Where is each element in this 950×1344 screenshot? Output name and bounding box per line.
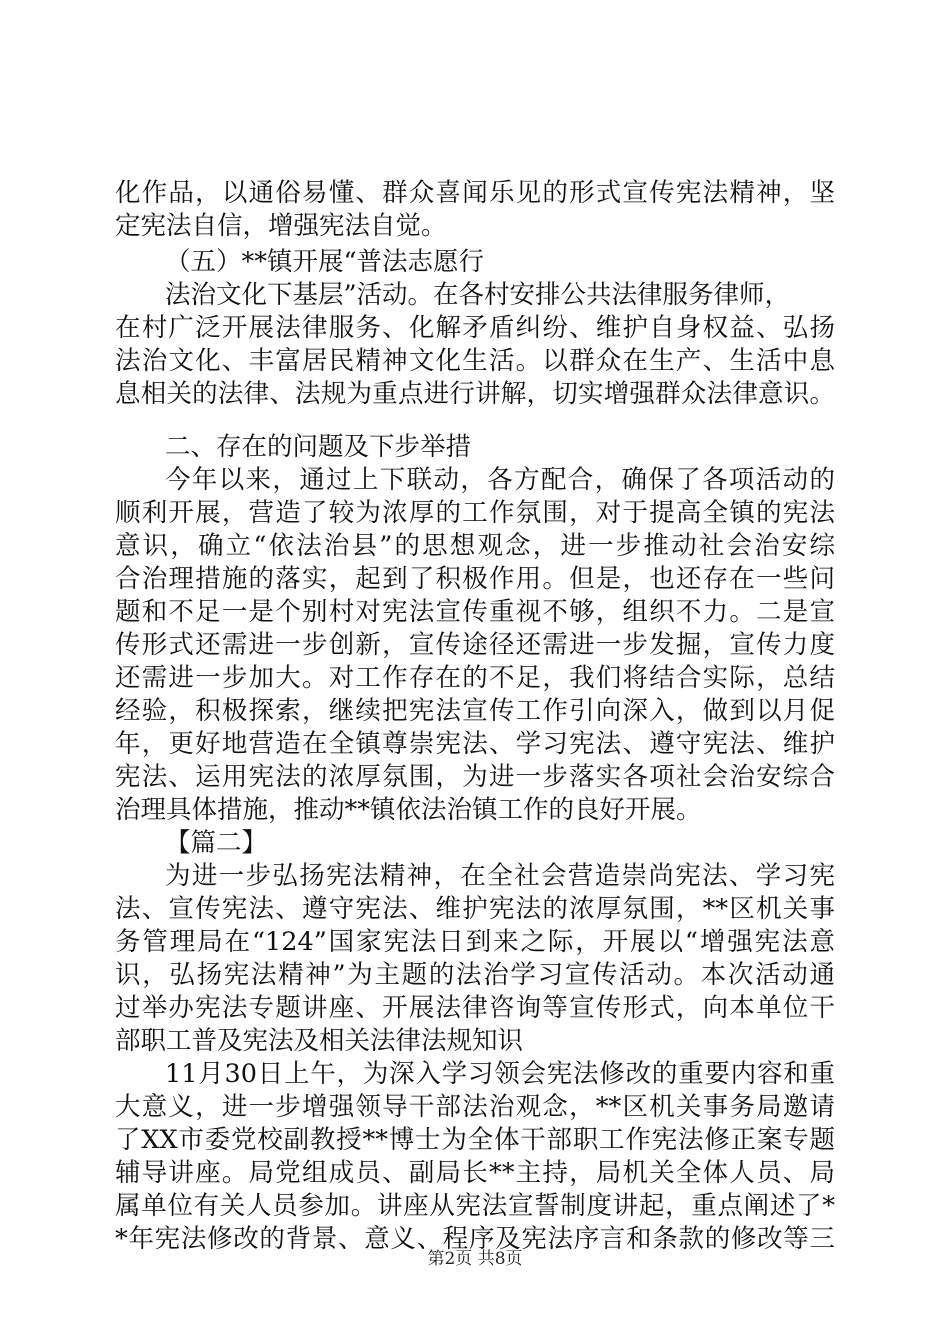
text-line: 属单位有关人员参加。讲座从宪法宣誓制度讲起，重点阐述了*: [115, 1191, 835, 1221]
text-line: 经验，积极探索，继续把宪法宣传工作引向深入，做到以月促: [115, 696, 835, 726]
text-line: 在村广泛开展法律服务、化解矛盾纠纷、维护自身权益、弘扬: [115, 313, 835, 343]
text-line: 定宪法自信，增强宪法自觉。: [115, 211, 447, 241]
text-line: 部职工普及宪法及相关法律法规知识: [115, 1026, 524, 1056]
text-line: 今年以来，通过上下联动，各方配合，确保了各项活动的: [165, 465, 835, 495]
text-line: 法、宣传宪法、遵守宪法、维护宪法的浓厚氛围，**区机关事: [115, 894, 835, 924]
text-line: 意识，确立“依法治县”的思想观念，进一步推动社会治安综: [115, 531, 835, 561]
text-line: 顺利开展，营造了较为浓厚的工作氛围，对于提高全镇的宪法: [115, 498, 835, 528]
text-line: 法治文化、丰富居民精神文化生活。以群众在生产、生活中息: [115, 346, 835, 376]
text-line: 了XX市委党校副教授**博士为全体干部职工作宪法修正案专题: [115, 1125, 835, 1155]
text-line: 息相关的法律、法规为重点进行讲解，切实增强群众法律意识。: [115, 379, 835, 409]
text-line: 11月30日上午，为深入学习领会宪法修改的重要内容和重: [165, 1059, 835, 1089]
text-line: 治理具体措施，推动**镇依法治镇工作的良好开展。: [115, 795, 702, 825]
text-line: （五）**镇开展“普法志愿行: [165, 247, 485, 277]
page-number-footer: 第2页 共8页: [427, 1249, 523, 1269]
text-line: 二、存在的问题及下步举措: [165, 432, 472, 462]
text-line: 【篇二】: [165, 828, 268, 858]
text-line: 传形式还需进一步创新，宣传途径还需进一步发掘，宣传力度: [115, 630, 835, 660]
text-line: 题和不足一是个别村对宪法宣传重视不够，组织不力。二是宣: [115, 597, 835, 627]
text-line: 合治理措施的落实，起到了积极作用。但是，也还存在一些问: [115, 564, 835, 594]
text-line: 化作品，以通俗易懂、群众喜闻乐见的形式宣传宪法精神，坚: [115, 178, 835, 208]
text-line: 务管理局在“124”国家宪法日到来之际，开展以“增强宪法意: [115, 927, 835, 957]
text-line: 年，更好地营造在全镇尊崇宪法、学习宪法、遵守宪法、维护: [115, 729, 835, 759]
text-line: 宪法、运用宪法的浓厚氛围，为进一步落实各项社会治安综合: [115, 762, 835, 792]
text-line: 法治文化下基层”活动。在各村安排公共法律服务律师，: [165, 280, 791, 310]
text-line: *年宪法修改的背景、意义、程序及宪法序言和条款的修改等三: [115, 1224, 835, 1254]
text-line: 过举办宪法专题讲座、开展法律咨询等宣传形式，向本单位干: [115, 993, 835, 1023]
text-line: 大意义，进一步增强领导干部法治观念，**区机关事务局邀请: [115, 1092, 835, 1122]
text-line: 为进一步弘扬宪法精神，在全社会营造崇尚宪法、学习宪: [165, 861, 835, 891]
text-line: 识，弘扬宪法精神”为主题的法治学习宣传活动。本次活动通: [115, 960, 835, 990]
text-line: 辅导讲座。局党组成员、副局长**主持，局机关全体人员、局: [115, 1158, 835, 1188]
text-line: 还需进一步加大。对工作存在的不足，我们将结合实际，总结: [115, 663, 835, 693]
